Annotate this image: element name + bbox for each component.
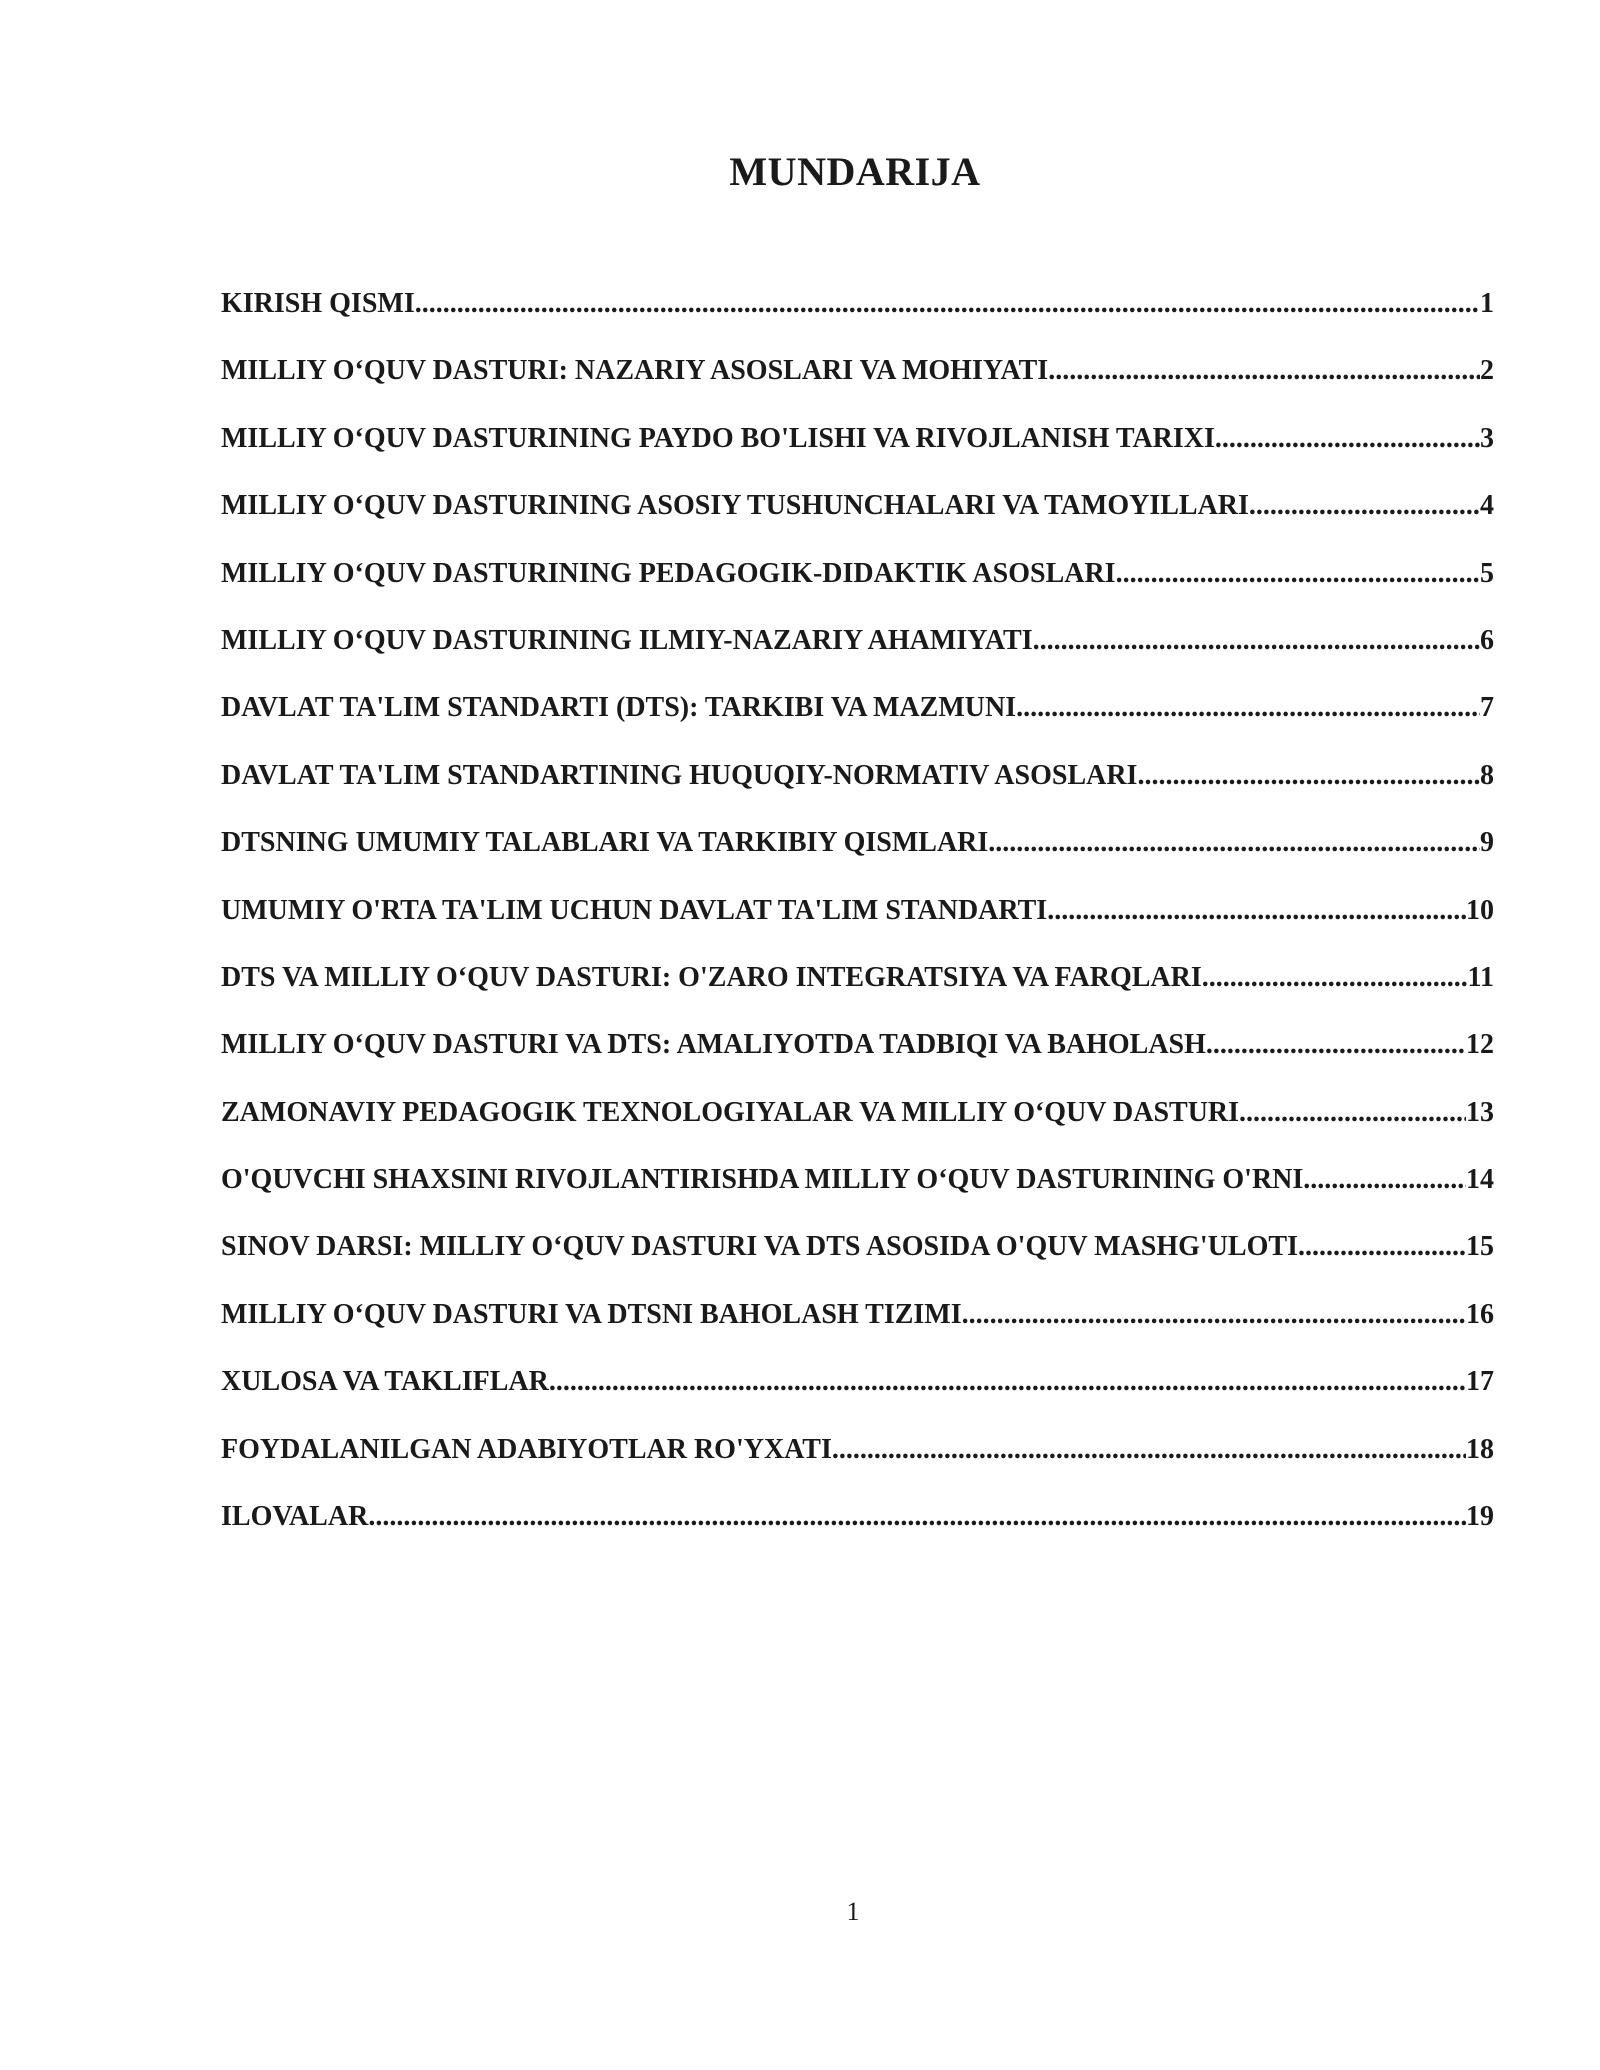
toc-entry[interactable] — [221, 1299, 1494, 1366]
toc-leader-dots — [1298, 1231, 1466, 1263]
toc-entry-title: MILLIY O‘QUV DASTURINING ILMIY-NAZARIY AHAMIYATI — [221, 624, 1033, 656]
toc-entry-page: 4 — [1480, 490, 1494, 522]
toc-entry-title: MILLIY O‘QUV DASTURI VA DTS: AMALIYOTDA TADBIQI VA BAHOLASH — [221, 1029, 1206, 1061]
toc-entry-title: ZAMONAVIY PEDAGOGIK TEXNOLOGIYALAR VA MILLIY O‘QUV DASTURI — [221, 1096, 1240, 1128]
toc-entry-page: 16 — [1466, 1298, 1494, 1330]
toc-entry[interactable] — [221, 1501, 1494, 1568]
page-number: 1 — [846, 1897, 860, 1926]
toc-entry[interactable] — [221, 1097, 1494, 1164]
toc-entry-title: SINOV DARSI: MILLIY O‘QUV DASTURI VA DTS ASOSIDA O'QUV MASHG'ULOTI — [221, 1231, 1298, 1263]
toc-entry-page: 13 — [1466, 1096, 1494, 1128]
table-of-contents — [221, 288, 1494, 1568]
toc-entry-title: ILOVALAR — [221, 1501, 369, 1533]
toc-entry-title: MILLIY O‘QUV DASTURI VA DTSNI BAHOLASH TIZIMI — [221, 1298, 962, 1330]
toc-entry[interactable] — [221, 423, 1494, 490]
toc-leader-dots — [1202, 962, 1468, 994]
toc-entry-title: DTSNING UMUMIY TALABLARI VA TARKIBIY QISMLARI — [221, 827, 989, 859]
toc-entry-title: FOYDALANILGAN ADABIYOTLAR RO'YXATI — [221, 1433, 832, 1465]
toc-entry[interactable] — [221, 827, 1494, 894]
toc-leader-dots — [1033, 625, 1480, 657]
toc-entry-title: DAVLAT TA'LIM STANDARTINING HUQUQIY-NORMATIV ASOSLARI — [221, 759, 1138, 791]
toc-leader-dots — [988, 827, 1480, 859]
toc-entry[interactable] — [221, 962, 1494, 1029]
toc-leader-dots — [415, 288, 1480, 320]
toc-entry[interactable] — [221, 1434, 1494, 1501]
toc-leader-dots — [1047, 895, 1466, 927]
toc-entry-title: DAVLAT TA'LIM STANDARTI (DTS): TARKIBI VA MAZMUNI — [221, 692, 1017, 724]
toc-entry-page: 9 — [1480, 827, 1494, 859]
toc-entry[interactable] — [221, 1029, 1494, 1096]
toc-entry[interactable] — [221, 1164, 1494, 1231]
toc-entry-title: UMUMIY O'RTA TA'LIM UCHUN DAVLAT TA'LIM STANDARTI — [221, 894, 1048, 926]
toc-leader-dots — [1048, 355, 1480, 387]
toc-entry-page: 3 — [1480, 422, 1494, 454]
toc-leader-dots — [1206, 1029, 1466, 1061]
toc-entry-title: O'QUVCHI SHAXSINI RIVOJLANTIRISHDA MILLIY O‘QUV DASTURINING O'RNI — [221, 1164, 1304, 1196]
toc-entry[interactable] — [221, 895, 1494, 962]
toc-entry-page: 18 — [1466, 1433, 1494, 1465]
toc-entry-title: MILLIY O‘QUV DASTURINING PAYDO BO'LISHI VA RIVOJLANISH TARIXI — [221, 422, 1215, 454]
toc-entry[interactable] — [221, 558, 1494, 625]
toc-entry-page: 7 — [1480, 692, 1494, 724]
toc-leader-dots — [1239, 1097, 1466, 1129]
toc-leader-dots — [1215, 423, 1480, 455]
toc-entry-page: 15 — [1466, 1231, 1494, 1263]
document-title: MUNDARIJA — [729, 149, 981, 194]
toc-leader-dots — [1303, 1164, 1466, 1196]
toc-entry-page: 14 — [1466, 1164, 1494, 1196]
toc-entry-title: MILLIY O‘QUV DASTURINING PEDAGOGIK-DIDAKTIK ASOSLARI — [221, 557, 1116, 589]
toc-leader-dots — [832, 1434, 1466, 1466]
toc-entry-page: 11 — [1467, 961, 1494, 993]
toc-entry-title: XULOSA VA TAKLIFLAR — [221, 1366, 549, 1398]
toc-leader-dots — [1016, 692, 1480, 724]
toc-entry-page: 17 — [1466, 1366, 1494, 1398]
toc-entry-title: KIRISH QISMI — [221, 288, 415, 319]
toc-entry[interactable] — [221, 288, 1494, 355]
toc-entry[interactable] — [221, 355, 1494, 422]
toc-entry[interactable] — [221, 692, 1494, 759]
toc-leader-dots — [962, 1299, 1466, 1331]
toc-entry-page: 2 — [1480, 355, 1494, 387]
toc-leader-dots — [549, 1366, 1466, 1398]
toc-entry[interactable] — [221, 625, 1494, 692]
toc-leader-dots — [1116, 558, 1480, 590]
toc-entry-title: MILLIY O‘QUV DASTURI: NAZARIY ASOSLARI VA MOHIYATI — [221, 355, 1049, 387]
toc-entry-page: 19 — [1466, 1501, 1494, 1533]
toc-leader-dots — [1249, 490, 1480, 522]
toc-entry-page: 10 — [1466, 894, 1494, 926]
toc-leader-dots — [1137, 760, 1480, 792]
toc-entry[interactable] — [221, 1366, 1494, 1433]
toc-entry-page: 12 — [1466, 1029, 1494, 1061]
toc-entry-page: 8 — [1480, 759, 1494, 791]
toc-leader-dots — [368, 1501, 1466, 1533]
toc-entry-page: 6 — [1480, 624, 1494, 656]
toc-entry-page: 1 — [1480, 288, 1494, 319]
toc-entry-page: 5 — [1480, 557, 1494, 589]
toc-entry-title: DTS VA MILLIY O‘QUV DASTURI: O'ZARO INTEGRATSIYA VA FARQLARI — [221, 961, 1202, 993]
toc-entry[interactable] — [221, 760, 1494, 827]
toc-entry[interactable] — [221, 490, 1494, 557]
toc-entry-title: MILLIY O‘QUV DASTURINING ASOSIY TUSHUNCHALARI VA TAMOYILLARI — [221, 490, 1249, 522]
toc-entry[interactable] — [221, 1231, 1494, 1298]
